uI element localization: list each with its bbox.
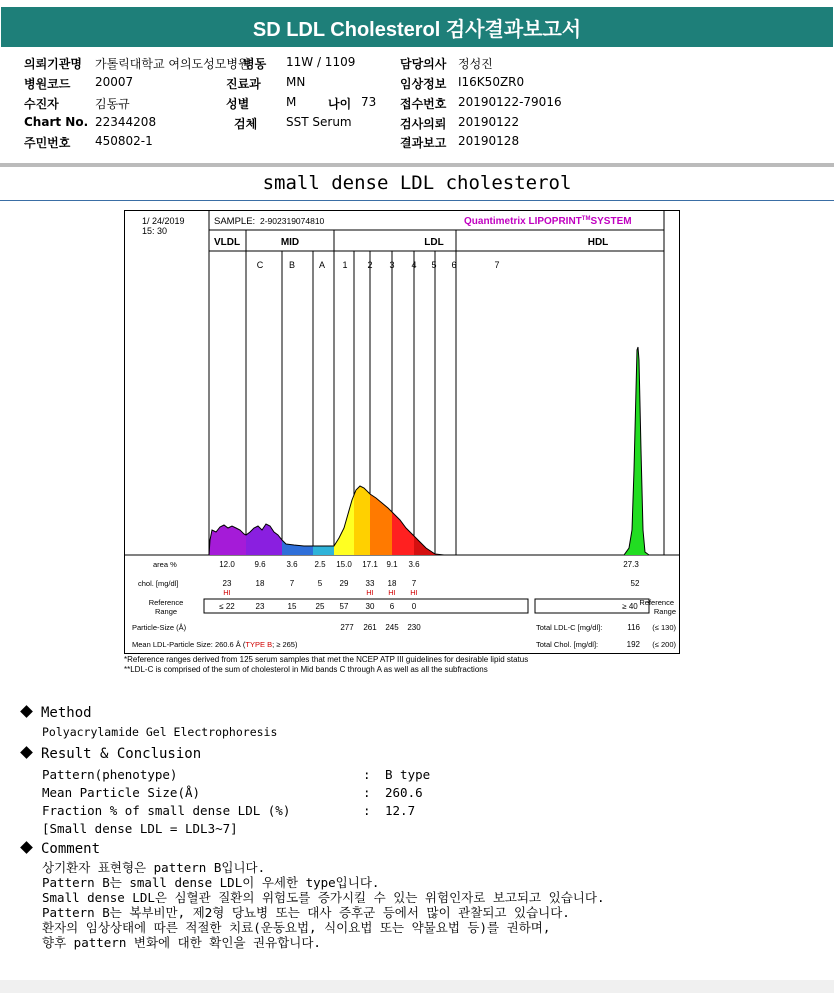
total-chol-label: Total Chol. [mg/dl]: <box>536 640 599 649</box>
hi-flag: HI <box>223 588 231 597</box>
sex-value: M <box>286 95 297 109</box>
ref-label: Range <box>653 607 676 616</box>
ref-value: ≤ 22 <box>219 602 235 611</box>
hi-flag: HI <box>410 588 418 597</box>
receipt-value: 20190122-79016 <box>458 95 562 109</box>
ward-value: 11W / 1109 <box>286 55 356 69</box>
bullet-diamond-icon <box>20 746 33 759</box>
hdl-area-value: 27.3 <box>623 560 639 569</box>
pattern-value: B type <box>385 767 431 782</box>
chol-value: 7 <box>289 579 295 588</box>
chart-value: 22344208 <box>95 115 157 129</box>
footnotes <box>124 655 528 675</box>
hospital-label: 의뢰기관명 <box>24 57 82 71</box>
section-title: small dense LDL cholesterol <box>262 172 572 194</box>
size-value: 260.6 <box>385 785 423 800</box>
comment-line: 환자의 임상상태에 따른 적절한 치료(운동요법, 식이요법 또는 약물요법 등)를 권하며, <box>42 920 551 935</box>
mean-size-part: TYPE B <box>245 640 273 649</box>
ref-value: 15 <box>287 602 297 611</box>
particle-value: 277 <box>340 623 354 632</box>
colon: : <box>363 767 371 782</box>
total-chol-value: 192 <box>626 640 640 649</box>
doctor-label: 담당의사 <box>400 57 447 71</box>
particle-value: 245 <box>385 623 399 632</box>
group-label: VLDL <box>213 237 241 248</box>
area-value: 9.6 <box>254 560 266 569</box>
report-date-label: 결과보고 <box>400 136 447 150</box>
ref-label: Range <box>154 607 178 616</box>
ref-value: 25 <box>315 602 325 611</box>
pattern-label: Pattern(phenotype) <box>42 767 178 782</box>
comment-text <box>42 860 604 950</box>
section-underline <box>0 200 834 201</box>
chol-value: 18 <box>255 579 265 588</box>
patient-info <box>24 55 824 155</box>
clinical-value: I16K50ZR0 <box>458 75 525 89</box>
mean-size-line <box>132 640 298 649</box>
group-label: HDL <box>587 237 609 248</box>
report-date-value: 20190128 <box>458 134 520 148</box>
request-value: 20190122 <box>458 115 520 129</box>
sample-value: 2-902319074810 <box>260 216 325 226</box>
total-ldl-ref: (≤ 130) <box>652 623 676 632</box>
particle-value: 261 <box>363 623 377 632</box>
sample-label: SAMPLE: <box>214 216 256 227</box>
mean-size-part: 260.6 Å ( <box>212 640 246 649</box>
method-text: Polyacrylamide Gel Electrophoresis <box>42 725 278 739</box>
mean-size-part: Mean LDL-Particle Size: <box>132 640 213 649</box>
age-label: 나이 <box>328 97 352 111</box>
subband-label: C <box>256 260 264 270</box>
id-label: 주민번호 <box>24 136 71 150</box>
result-note: [Small dense LDL = LDL3~7] <box>42 821 238 836</box>
colon: : <box>363 803 371 818</box>
subband-label: 5 <box>431 260 437 270</box>
subband-label: 1 <box>342 260 348 270</box>
clinical-label: 임상정보 <box>400 77 447 91</box>
total-chol-ref: (≤ 200) <box>652 640 676 649</box>
report-date: 1/ 24/2019 <box>142 216 185 226</box>
chol-value: 33 <box>365 579 375 588</box>
request-label: 검사의뢰 <box>400 117 447 131</box>
ref-label: Reference <box>148 598 184 607</box>
chol-label: chol. [mg/dl] <box>138 579 179 588</box>
age-value: 73 <box>361 95 377 109</box>
report-time: 15: 30 <box>142 226 168 236</box>
brand-name: Quantimetrix LIPOPRINT™SYSTEM <box>464 216 632 227</box>
ref-value: 57 <box>339 602 349 611</box>
doctor-value: 정성진 <box>458 57 493 71</box>
total-ldl-label: Total LDL-C [mg/dl]: <box>536 623 603 632</box>
area-value: 2.5 <box>314 560 326 569</box>
report-title: SD LDL Cholesterol 검사결과보고서 <box>1 7 833 47</box>
fraction-value: 12.7 <box>385 803 416 818</box>
chol-value: 5 <box>317 579 323 588</box>
code-value: 20007 <box>95 75 134 89</box>
comment-line: Pattern B는 복부비만, 제2형 당뇨병 또는 대사 증후군 등에서 많이 관찰되고 있습니다. <box>42 905 570 920</box>
ref-label: Reference <box>639 598 674 607</box>
area-value: 3.6 <box>286 560 298 569</box>
receipt-label: 접수번호 <box>400 97 447 111</box>
subband-label: 4 <box>411 260 417 270</box>
footnote-1: *Reference ranges derived from 125 serum samples that met the NCEP ATP III guidelines for desirable lipid status <box>124 655 529 664</box>
ref-value: 0 <box>411 602 417 611</box>
specimen-value: SST Serum <box>286 115 352 129</box>
chol-value: 7 <box>411 579 417 588</box>
comment-heading: Comment <box>22 841 100 857</box>
total-ldl-value: 116 <box>627 623 640 632</box>
ward-label: 병동 <box>243 57 267 71</box>
report-frame <box>125 211 680 654</box>
hospital-value: 가톨릭대학교 여의도성모병원 <box>95 57 250 71</box>
mean-size-part: ; ≥ 265) <box>272 640 298 649</box>
area-value: 15.0 <box>336 560 352 569</box>
fraction-label: Fraction % of small dense LDL (%) <box>42 803 291 818</box>
size-label: Mean Particle Size(Å) <box>42 785 201 800</box>
subband-label: 6 <box>451 260 457 270</box>
lipoprint-report <box>124 210 680 654</box>
comment-line: Pattern B는 small dense LDL이 우세한 type입니다. <box>42 875 380 890</box>
group-label: MID <box>280 237 300 248</box>
area-label: area % <box>153 560 177 569</box>
comment-line: Small dense LDL은 심혈관 질환의 위험도를 증가시킬 수 있는 위험인자로 보고되고 있습니다. <box>42 890 605 905</box>
area-value: 3.6 <box>408 560 420 569</box>
specimen-label: 검체 <box>234 117 258 131</box>
particle-value: 230 <box>407 623 421 632</box>
patient-label: 수진자 <box>24 97 59 111</box>
ref-value: 23 <box>255 602 265 611</box>
group-label: LDL <box>424 237 444 248</box>
section-divider <box>0 163 834 167</box>
subband-label: 3 <box>389 260 395 270</box>
result-heading: Result & Conclusion <box>22 746 201 762</box>
chol-value: 23 <box>222 579 232 588</box>
hdl-chol-value: 52 <box>630 579 640 588</box>
chart-label: Chart No. <box>24 115 89 129</box>
subband-label: 2 <box>367 260 373 270</box>
patient-value: 김동규 <box>95 97 130 111</box>
comment-line: 상기환자 표현형은 pattern B입니다. <box>42 860 266 875</box>
footnote-2: **LDL-C is comprised of the sum of cholesterol in Mid bands C through A as well as all the subfractions <box>124 665 488 674</box>
band-fill <box>354 486 370 555</box>
dept-label: 진료과 <box>226 77 261 91</box>
comment-line: 향후 pattern 변화에 대한 확인을 권유합니다. <box>42 935 321 950</box>
subband-label: B <box>288 260 296 270</box>
area-value: 9.1 <box>386 560 398 569</box>
bullet-diamond-icon <box>20 705 33 718</box>
code-label: 병원코드 <box>24 77 71 91</box>
id-value: 450802-1 <box>95 134 153 148</box>
subband-label: 7 <box>494 260 500 270</box>
colon: : <box>363 785 371 800</box>
chol-value: 18 <box>387 579 397 588</box>
ref-value: 6 <box>389 602 395 611</box>
particle-label: Particle-Size (Å) <box>132 623 187 632</box>
chol-value: 29 <box>339 579 349 588</box>
area-value: 17.1 <box>362 560 378 569</box>
subband-label: A <box>318 260 326 270</box>
sex-label: 성별 <box>226 97 250 111</box>
ref-value: 30 <box>365 602 375 611</box>
band-fill <box>313 546 334 555</box>
dept-value: MN <box>286 75 306 89</box>
method-heading: Method <box>22 705 92 721</box>
area-value: 12.0 <box>219 560 235 569</box>
hi-flag: HI <box>388 588 396 597</box>
hdl-ref-value: ≥ 40 <box>622 602 638 611</box>
hi-flag: HI <box>366 588 374 597</box>
bullet-diamond-icon <box>20 841 33 854</box>
